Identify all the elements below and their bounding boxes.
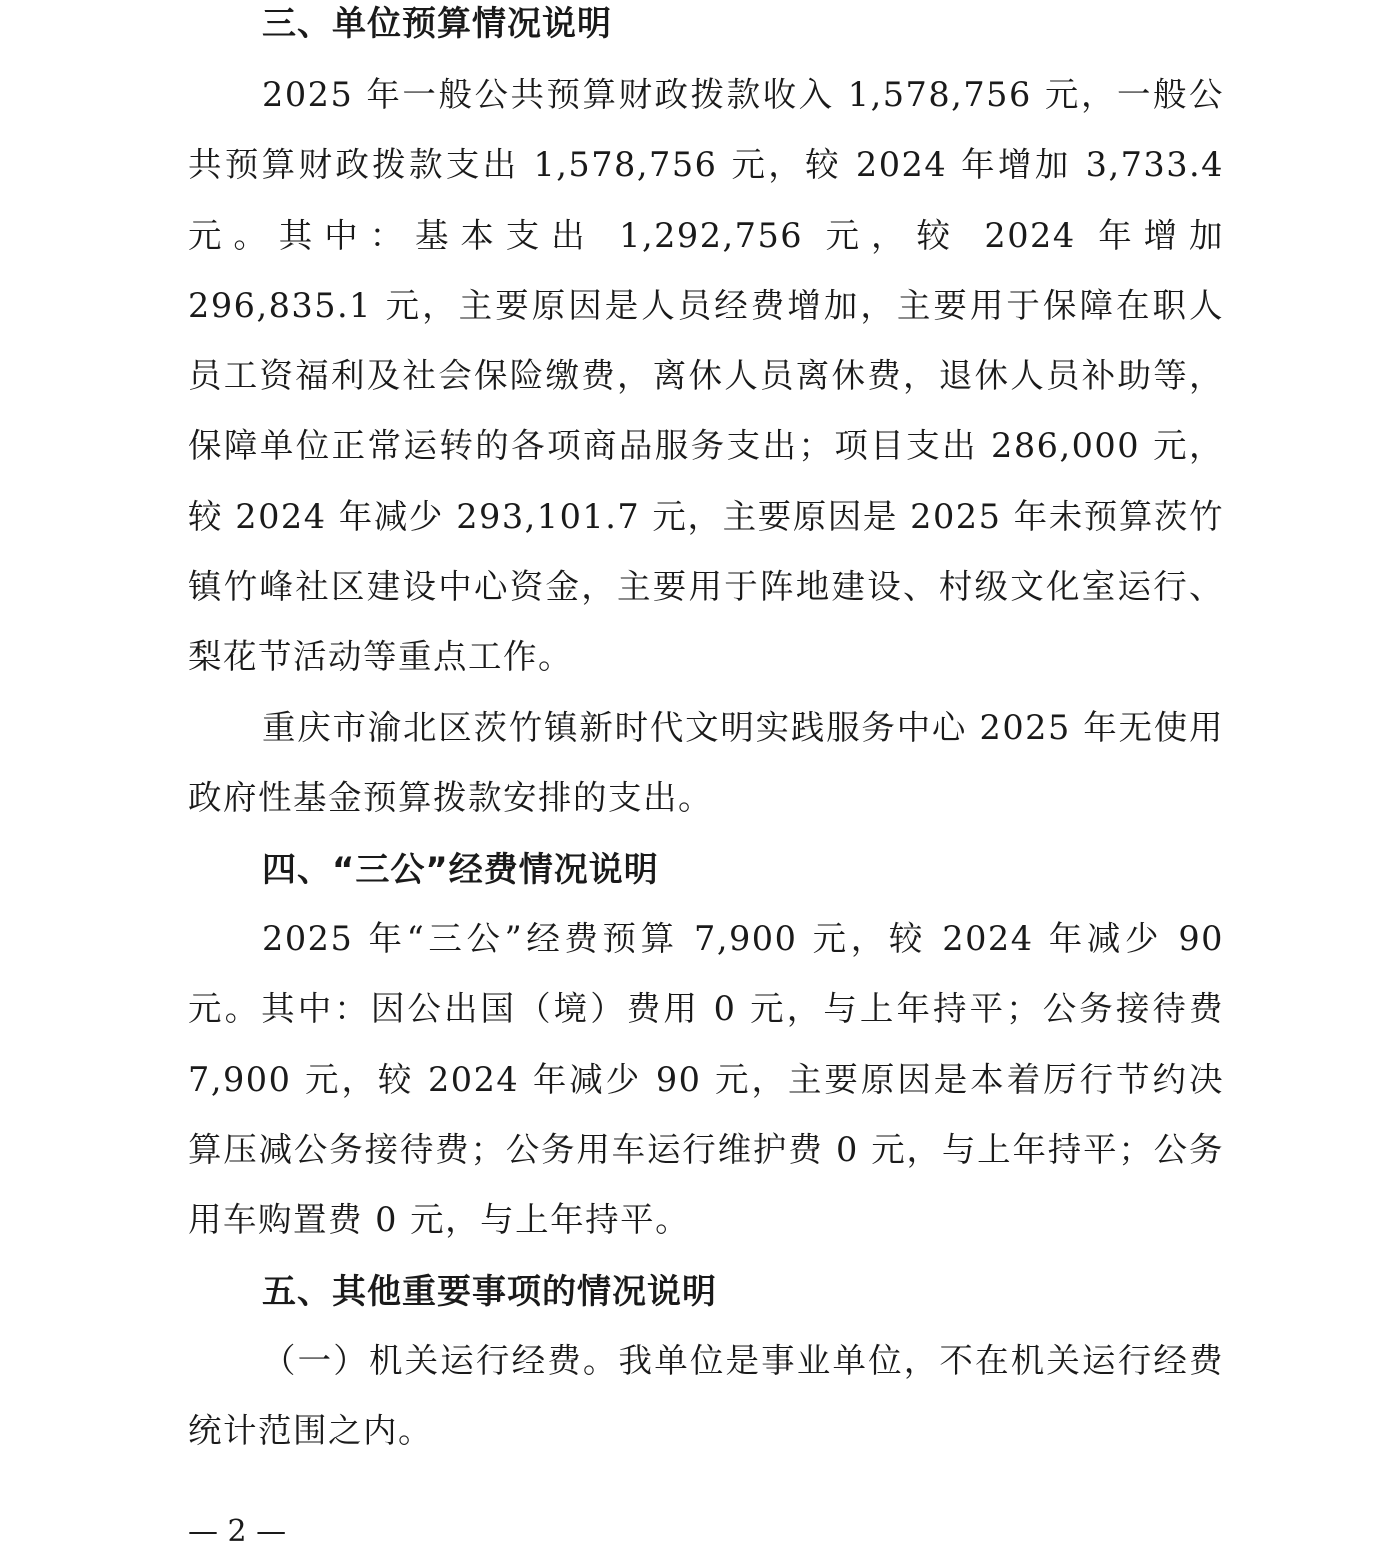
paragraph-general-budget: 2025 年一般公共预算财政拨款收入 1,578,756 元，一般公共预算财政拨款支出 1,578,756 元，较 2024 年增加 3,733.4 元。其中：基本支出 1,292,756 元，较 2024 年增加 296,835.1 元，主要原因是人员经费增加，主要用于保障在职人员工资福利及社会保险缴费，离休人员离休费，退休人员补助等，保障单位正常运转的各项商品服务支出；项目支出 286,000 元，较 2024 年减少 293,101.7 元，主要原因是 2025 年未预算茨竹镇竹峰社区建设中心资金，主要用于阵地建设、村级文化室运行、梨花节活动等重点工作。 — [188, 75, 1224, 677]
paragraph-government-fund: 重庆市渝北区茨竹镇新时代文明实践服务中心 2025 年无使用政府性基金预算拨款安排的支出。 — [188, 708, 1224, 818]
section-heading-budget: 三、单位预算情况说明 — [262, 4, 612, 44]
page-number: — 2 — — [188, 1514, 287, 1549]
paragraph-three-public-expenses: 2025 年“三公”经费预算 7,900 元，较 2024 年减少 90 元。其中：因公出国（境）费用 0 元，与上年持平；公务接待费 7,900 元，较 2024 年减少 90 元，主要原因是本着厉行节约决算压减公务接待费；公务用车运行维护费 0 元，与上年持平；公务用车购置费 0 元，与上年持平。 — [188, 919, 1224, 1240]
paragraph-operating-expenses: （一）机关运行经费。我单位是事业单位，不在机关运行经费统计范围之内。 — [188, 1341, 1224, 1451]
section-heading-other-matters: 五、其他重要事项的情况说明 — [262, 1272, 717, 1312]
section-heading-three-public: 四、“三公”经费情况说明 — [262, 850, 659, 890]
